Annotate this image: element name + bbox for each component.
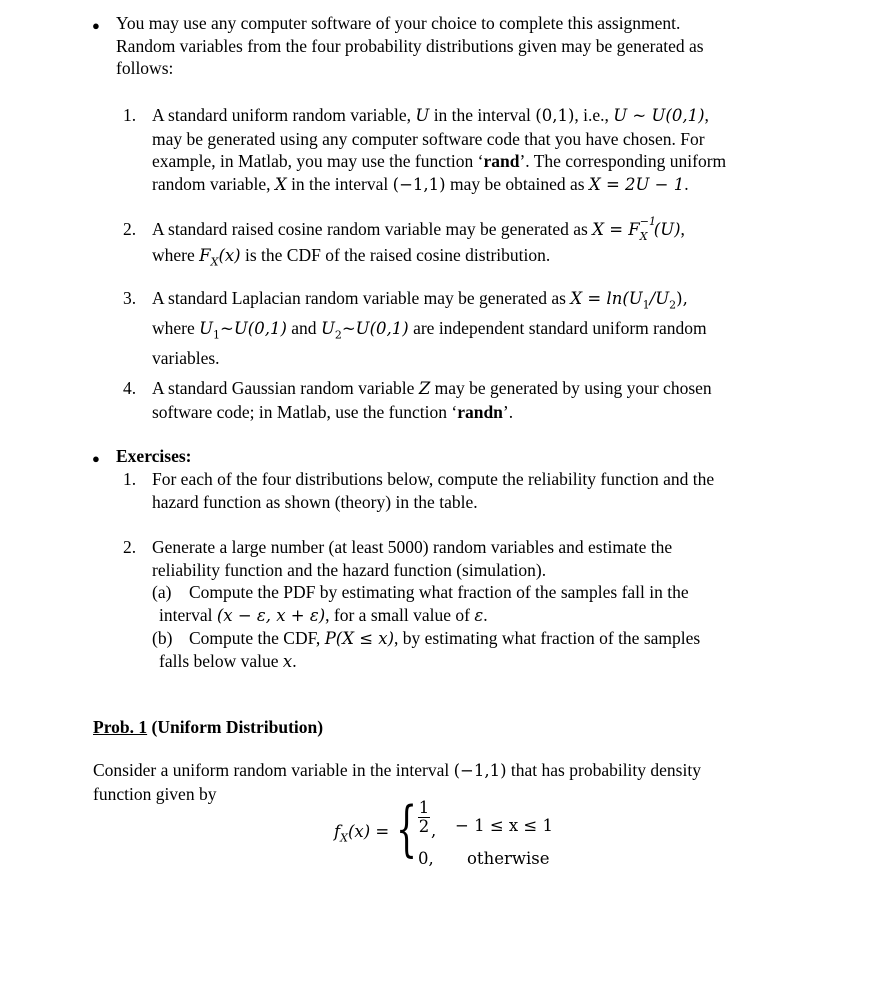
text-run: A standard Gaussian random variable [152,378,419,398]
exercise-2-line-1: Generate a large number (at least 5000) random variables and estimate the [152,537,673,557]
text-run: . [483,605,488,625]
math-var: ε [474,606,484,625]
math-expr: (0,1) [535,106,575,125]
text-run: are independent standard uniform random [408,318,707,338]
exercise-2a-line-1: Compute the PDF by estimating what fraction of the samples fall in the [189,582,689,602]
exercise-1-line-2: hazard function as shown (theory) in the table. [152,491,478,512]
pdf-equation-lhs [334,820,389,850]
math-expr: (U) [653,220,681,239]
intro-line-1: You may use any computer software of your choice to complete this assignment. [116,13,681,33]
code-rand: rand [483,151,520,171]
prob-1-line-2: function given by [93,783,217,804]
text-run: , by estimating what fraction of the samples [394,628,701,648]
method-1-line-1 [152,104,812,128]
method-3-line-3: variables. [152,348,220,368]
math-expr: (x − ε, x + ε) [216,606,326,625]
exercises-heading-text: Exercises: [116,446,192,466]
text-run: A standard Laplacian random variable may be generated as [152,288,571,308]
text-run: where [152,318,200,338]
text-run: Consider a uniform random variable in the interval [93,760,454,780]
text-run: ’. The corresponding uniform [519,151,727,171]
math-var: U [320,319,335,338]
math-var: X [274,174,287,194]
exercise-1-number: 1. [123,469,137,489]
exercise-1-text [152,468,812,513]
math-subscript: 2 [334,328,342,342]
text-run: ’. [502,401,514,422]
text-run: is the CDF of the raised cosine distribution. [240,244,551,265]
math-expr: ), [676,289,688,308]
math-expr: X = 2U − 1 [588,174,685,194]
bullet-icon: ● [92,451,100,466]
condition-2: otherwise [467,849,550,868]
math-expr: (x) = [347,822,390,841]
bullet-icon: ● [92,18,100,33]
prob-1-heading [93,716,323,739]
prob-1-title: (Uniform Distribution) [147,717,324,737]
math-expr: ~U(0,1) [341,319,409,338]
math-expr: P(X ≤ x) [324,629,395,648]
text-run: , for a small value of [325,605,475,625]
method-1-line-2: may be generated using any computer software code that you have chosen. For [152,128,705,149]
method-1-line-3 [152,150,812,173]
exercise-2b-label: (b) [152,628,173,648]
exercise-2-line-2: reliability function and the hazard function (simulation). [152,559,547,580]
intro-line-3: follows: [116,58,174,78]
exercise-2-number: 2. [123,537,137,557]
fraction-half [418,799,430,836]
text-run: random variable, [152,173,275,194]
method-4-line-1 [152,377,812,401]
method-3-text [152,287,812,370]
text-run: falls below value [159,651,283,671]
math-expr: X = F [592,220,640,239]
text-run: A standard raised cosine random variable may be generated as [152,219,593,239]
exercise-2b-line-2 [159,650,759,674]
math-superscript: −1 [639,215,656,228]
method-2-text [152,215,812,274]
math-expr: (−1,1) [392,174,446,194]
math-expr: (−1,1) [453,761,507,780]
math-var: x [282,652,293,671]
intro-paragraph [116,12,816,80]
piecewise-value-2: 0, [418,849,434,868]
condition-1: − 1 ≤ x ≤ 1 [455,816,554,835]
prob-1-line-1 [93,759,813,783]
text-run: example, in Matlab, you may use the function ‘ [152,151,484,171]
prob-1-label: Prob. 1 [93,717,148,737]
method-1-number: 1. [123,105,137,125]
math-subscript: 1 [642,298,650,312]
exercise-2a-line-2 [159,604,759,628]
text-run: where [152,244,200,265]
text-run: may be generated by using your chosen [430,378,712,398]
math-var: f [334,822,341,841]
math-expr: X = ln(U [570,289,643,308]
code-randn: randn [457,401,503,422]
text-run: , [704,105,709,125]
prob-1-text [93,759,813,805]
exercises-heading [116,445,816,468]
text-run: . [292,651,297,671]
intro-line-2: Random variables from the four probability distributions given may be generated as [116,35,704,56]
math-expr: /U [649,289,670,308]
method-4-line-2 [152,401,812,424]
method-3-line-1 [152,287,812,317]
method-2-line-1 [152,215,812,244]
math-var: Z [418,379,431,398]
math-expr: (x) [218,245,241,265]
exercise-2a-text [189,581,789,604]
method-3-line-2 [152,317,812,347]
math-subscript: 1 [213,328,221,342]
fraction-numerator: 1 [418,798,430,817]
text-run: in the interval [429,105,536,125]
math-expr: ~U(0,1) [220,319,287,338]
text-run: , i.e., [574,105,614,125]
math-expr: U ~ U(0,1) [613,106,705,125]
text-run: interval [159,605,217,625]
math-subscript: X [210,255,219,268]
text-run: Compute the CDF, [189,628,325,648]
text-run: that has probability density [506,760,701,780]
method-3-number: 3. [123,288,137,308]
method-2-number: 2. [123,219,137,239]
method-4-number: 4. [123,378,137,398]
math-var: U [415,106,430,125]
text-run: , [680,219,685,239]
method-4-text [152,377,812,423]
text-run: in the interval [286,173,393,194]
math-subscript: X [639,230,648,243]
exercise-1-line-1: For each of the four distributions below, compute the reliability function and the [152,469,715,489]
text-run: . [684,173,689,194]
math-subscript: 2 [669,298,677,312]
text-run: software code; in Matlab, use the function ‘ [152,401,458,422]
text-run: A standard uniform random variable, [152,105,416,125]
exercise-2b-text [189,627,789,651]
math-var: F [199,245,211,265]
piecewise-brace: { [396,794,418,864]
method-1-text [152,104,812,196]
math-var: U [199,319,214,338]
exercise-2-text [152,536,812,581]
equation-comma: , [431,821,437,840]
method-2-line-2 [152,244,812,274]
method-1-line-4 [152,173,812,197]
math-subscript: X [340,831,348,845]
fraction-denominator: 2 [418,817,430,836]
exercise-2a-label: (a) [152,582,172,602]
text-run: and [286,318,321,338]
text-run: may be obtained as [445,173,589,194]
